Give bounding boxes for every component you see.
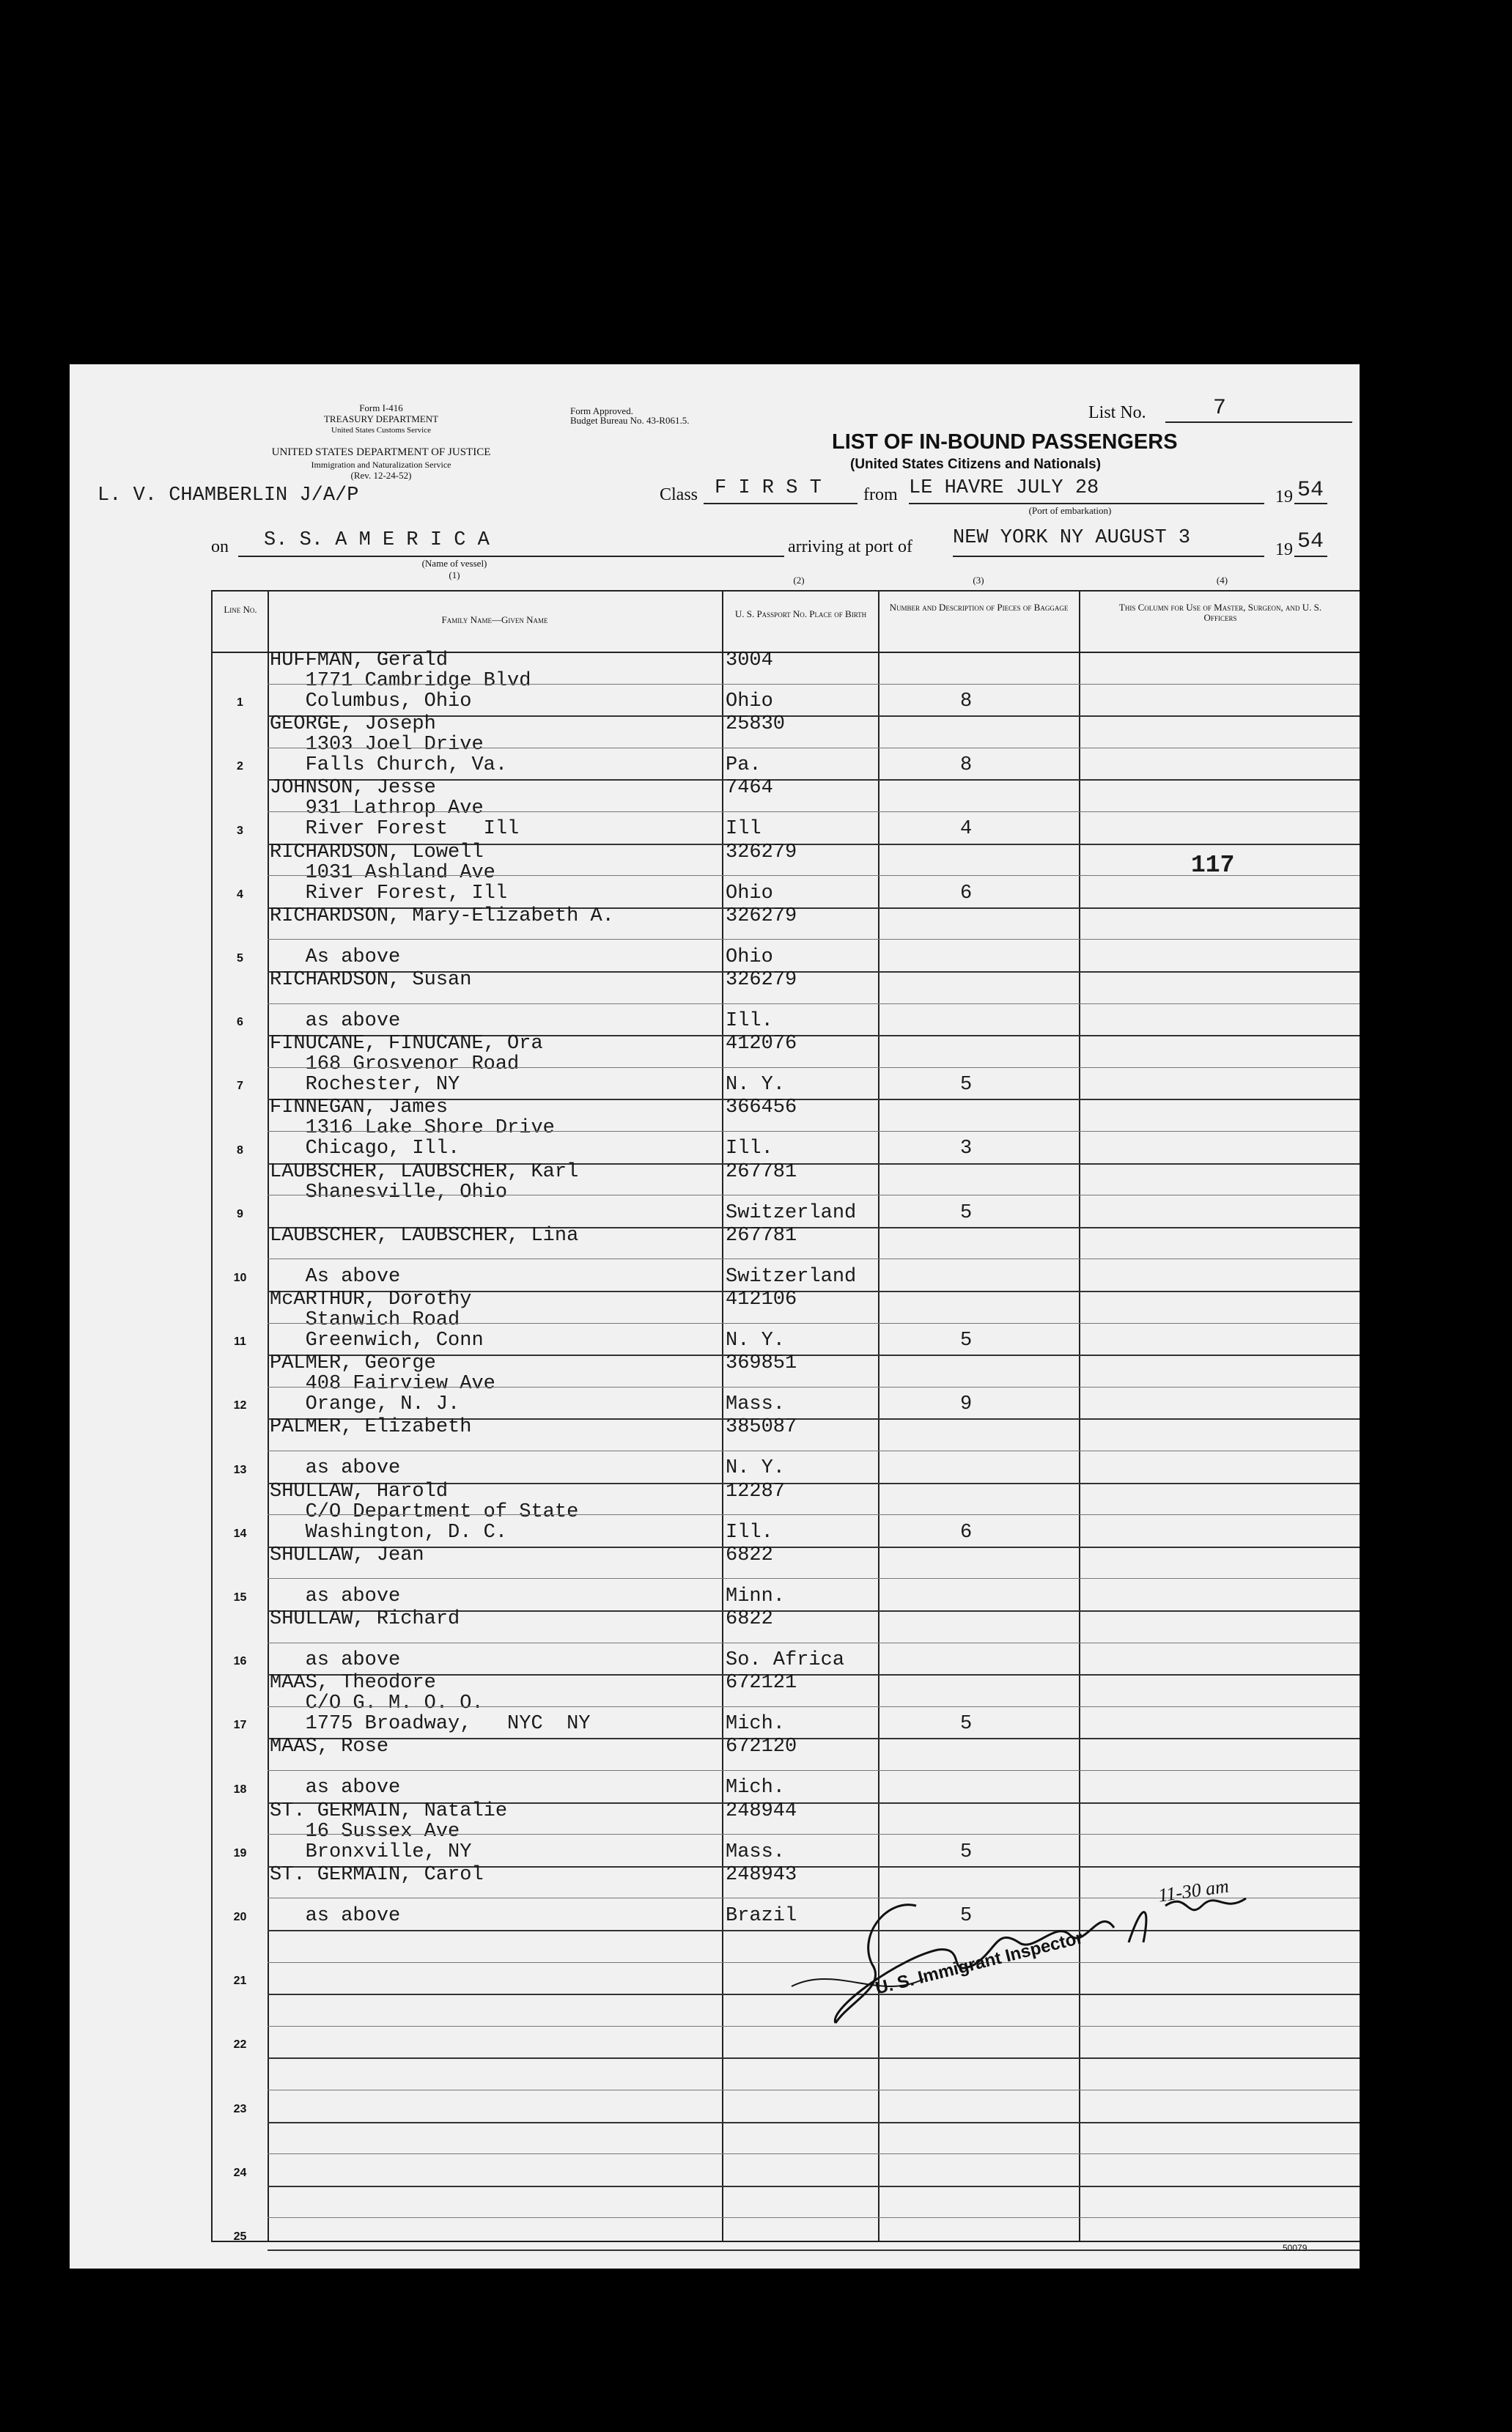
year-2: 54 bbox=[1297, 529, 1324, 554]
line-number: 24 bbox=[233, 2166, 247, 2179]
ins-label: Immigration and Naturalization Service bbox=[311, 460, 451, 470]
col-baggage-number: (3) bbox=[973, 575, 984, 586]
line-number: 5 bbox=[237, 951, 243, 965]
passport-birthplace: 267781 Switzerland bbox=[726, 1224, 857, 1288]
passenger-name: RICHARDSON, Lowell 1031 Ashland Ave River Forest, Ill bbox=[270, 841, 508, 904]
passenger-name: GEORGE, Joseph 1303 Joel Drive Falls Church, Va. bbox=[270, 713, 508, 777]
passenger-name: LAUBSCHER, LAUBSCHER, Karl Shanesville, Ohio bbox=[270, 1160, 579, 1204]
vessel-name: S. S. A M E R I C A bbox=[264, 529, 490, 551]
line-number: 14 bbox=[233, 1527, 247, 1540]
agent-name: L. V. CHAMBERLIN J/A/P bbox=[97, 484, 359, 506]
embarkation-port: LE HAVRE JULY 28 bbox=[909, 477, 1099, 499]
passport-birthplace: 672120 Mich. bbox=[726, 1736, 797, 1799]
class-value: F I R S T bbox=[715, 477, 822, 499]
year-1: 54 bbox=[1297, 478, 1324, 503]
passenger-name: HUFFMAN, Gerald 1771 Cambridge Blvd Columbus, Ohio bbox=[270, 649, 531, 712]
treasury-label: TREASURY DEPARTMENT bbox=[323, 413, 439, 424]
table-row bbox=[213, 1738, 1360, 1802]
on-label: on bbox=[211, 537, 229, 556]
inspector-title: U. S. Immigrant Inspector bbox=[873, 1928, 1085, 1999]
col-passport-header: U. S. Passport No. Place of Birth bbox=[734, 608, 867, 619]
baggage-count: 8 bbox=[960, 690, 973, 712]
passport-birthplace: 326279 Ohio bbox=[726, 904, 797, 968]
table-row bbox=[213, 2057, 1360, 2121]
col-passport-number: (2) bbox=[793, 575, 805, 586]
baggage-count: 4 bbox=[960, 818, 973, 841]
passport-birthplace: 25830 Pa. bbox=[726, 713, 786, 777]
form-subtitle: (United States Citizens and Nationals) bbox=[850, 457, 1102, 472]
arriving-label: arriving at port of bbox=[788, 537, 912, 556]
rev-label: (Rev. 12-24-52) bbox=[350, 470, 412, 481]
line-number: 7 bbox=[237, 1080, 243, 1093]
passenger-name: JOHNSON, Jesse 931 Lathrop Ave River Forest Ill bbox=[270, 777, 520, 841]
passenger-name: PALMER, Elizabeth as above bbox=[270, 1416, 472, 1480]
passenger-name: PALMER, George 408 Fairview Ave Orange, N. J. bbox=[270, 1352, 495, 1416]
table-row bbox=[213, 649, 1360, 715]
vessel-note: (Name of vessel) bbox=[421, 558, 487, 569]
table-row bbox=[213, 779, 1360, 843]
baggage-count: 5 bbox=[960, 1904, 973, 1927]
passenger-name: McARTHUR, Dorothy Stanwich Road Greenwich, Conn bbox=[270, 1289, 484, 1352]
col-baggage-header: Number and Description of Pieces of Baggage bbox=[889, 602, 1069, 613]
passenger-name: SHULLAW, Jean as above bbox=[270, 1544, 424, 1607]
passport-birthplace: 248943 Brazil bbox=[726, 1863, 797, 1927]
line-number: 19 bbox=[233, 1846, 247, 1860]
table-row bbox=[213, 1099, 1360, 1162]
passenger-name: MAAS, Rose as above bbox=[270, 1736, 401, 1799]
table-row bbox=[213, 841, 1360, 907]
passenger-name: LAUBSCHER, LAUBSCHER, Lina As above bbox=[270, 1224, 579, 1288]
col-name-header: Family Name—Given Name bbox=[441, 614, 548, 625]
line-number: 9 bbox=[237, 1207, 243, 1220]
baggage-count: 5 bbox=[960, 1713, 973, 1736]
baggage-count: 6 bbox=[960, 1521, 973, 1544]
line-number: 21 bbox=[233, 1975, 247, 1988]
form-title: LIST OF IN-BOUND PASSENGERS bbox=[832, 430, 1178, 454]
line-number: 16 bbox=[233, 1655, 247, 1668]
passenger-name: FINNEGAN, James 1316 Lake Shore Drive Chicago, Ill. bbox=[270, 1097, 555, 1160]
passport-birthplace: 267781 Switzerland bbox=[726, 1160, 857, 1224]
arrival-port: NEW YORK NY AUGUST 3 bbox=[953, 527, 1191, 549]
passport-birthplace: 7464 Ill bbox=[726, 777, 773, 841]
line-number: 18 bbox=[233, 1783, 247, 1796]
line-number: 15 bbox=[233, 1591, 247, 1604]
passport-birthplace: 412106 N. Y. bbox=[726, 1289, 797, 1352]
table-row bbox=[213, 1352, 1360, 1418]
customs-label: United States Customs Service bbox=[331, 426, 431, 435]
year-prefix-1: 19 bbox=[1275, 487, 1293, 506]
baggage-count: 8 bbox=[960, 754, 973, 777]
passenger-name: FINUCANE, FINUCANE, Ora 168 Grosvenor Road Rochester, NY bbox=[270, 1033, 543, 1097]
line-number: 17 bbox=[233, 1719, 247, 1732]
table-row bbox=[213, 1160, 1360, 1227]
col-officers-header: This Column for Use of Master, Surgeon, and U. S. Officers bbox=[1118, 602, 1322, 623]
table-row bbox=[213, 1544, 1360, 1610]
table-row bbox=[213, 1035, 1360, 1099]
footer-code: 50079 bbox=[1283, 2243, 1308, 2253]
table-row bbox=[213, 1224, 1360, 1291]
table-row bbox=[213, 2186, 1360, 2249]
line-number: 11 bbox=[234, 1335, 246, 1349]
officer-mark: 117 bbox=[1191, 852, 1235, 879]
baggage-count: 5 bbox=[960, 1840, 973, 1863]
line-number: 2 bbox=[237, 760, 243, 773]
line-number: 13 bbox=[233, 1463, 247, 1476]
port-note: (Port of embarkation) bbox=[1028, 505, 1112, 516]
table-row bbox=[213, 2122, 1360, 2186]
baggage-count: 9 bbox=[960, 1393, 973, 1416]
budget-bureau: Budget Bureau No. 43-R061.5. bbox=[570, 415, 690, 426]
table-row bbox=[213, 1674, 1360, 1738]
line-number: 12 bbox=[233, 1399, 247, 1412]
passport-birthplace: 248944 Mass. bbox=[726, 1799, 797, 1863]
passenger-name: ST. GERMAIN, Carol as above bbox=[270, 1863, 484, 1927]
line-number: 20 bbox=[233, 1910, 247, 1923]
passenger-name: ST. GERMAIN, Natalie 16 Sussex Ave Bronxville, NY bbox=[270, 1799, 508, 1863]
line-number: 1 bbox=[237, 696, 243, 710]
table-row bbox=[213, 1480, 1360, 1547]
col-line-no-header: Line No. bbox=[224, 604, 257, 615]
passenger-name: RICHARDSON, Mary-Elizabeth A. As above bbox=[270, 904, 614, 968]
from-label: from bbox=[863, 485, 898, 504]
passport-birthplace: 3004 Ohio bbox=[726, 649, 773, 712]
passenger-name: SHULLAW, Richard as above bbox=[270, 1608, 460, 1671]
col-officers-number: (4) bbox=[1216, 575, 1228, 586]
passport-birthplace: 369851 Mass. bbox=[726, 1352, 797, 1416]
line-number: 22 bbox=[233, 2038, 247, 2052]
line-number: 4 bbox=[237, 888, 243, 901]
passport-birthplace: 385087 N. Y. bbox=[726, 1416, 797, 1480]
passport-birthplace: 6822 Minn. bbox=[726, 1544, 786, 1607]
table-row bbox=[213, 1610, 1360, 1674]
table-row bbox=[213, 715, 1360, 779]
table-row bbox=[213, 904, 1360, 971]
list-no-label: List No. bbox=[1088, 403, 1146, 422]
passport-birthplace: 672121 Mich. bbox=[726, 1672, 797, 1736]
table-row bbox=[213, 1291, 1360, 1355]
baggage-count: 6 bbox=[960, 882, 973, 904]
line-number: 6 bbox=[237, 1016, 243, 1029]
class-label: Class bbox=[660, 485, 698, 504]
line-number: 3 bbox=[237, 824, 243, 837]
table-row bbox=[213, 971, 1360, 1035]
passport-birthplace: 326279 Ohio bbox=[726, 841, 797, 904]
line-number: 8 bbox=[237, 1143, 243, 1157]
signature-time: 11-30 am bbox=[1157, 1875, 1231, 1906]
line-number: 23 bbox=[233, 2102, 247, 2115]
passport-birthplace: 412076 N. Y. bbox=[726, 1033, 797, 1097]
column-1-number: (1) bbox=[449, 570, 460, 581]
line-number: 25 bbox=[233, 2230, 247, 2243]
form-number: Form I-416 bbox=[359, 402, 403, 413]
justice-label: UNITED STATES DEPARTMENT OF JUSTICE bbox=[271, 446, 491, 458]
passport-birthplace: 12287 Ill. bbox=[726, 1480, 786, 1544]
table-row bbox=[213, 1418, 1360, 1482]
baggage-count: 5 bbox=[960, 1201, 973, 1224]
table-row bbox=[213, 1799, 1360, 1866]
line-number: 10 bbox=[233, 1271, 247, 1284]
passenger-name: SHULLAW, Harold C/O Department of State Washington, D. C. bbox=[270, 1480, 579, 1544]
baggage-count: 3 bbox=[960, 1138, 973, 1160]
baggage-count: 5 bbox=[960, 1330, 973, 1352]
form-approved: Form Approved. bbox=[570, 405, 633, 416]
year-prefix-2: 19 bbox=[1275, 540, 1293, 559]
passport-birthplace: 366456 Ill. bbox=[726, 1097, 797, 1160]
passenger-name: RICHARDSON, Susan as above bbox=[270, 969, 472, 1032]
passport-birthplace: 326279 Ill. bbox=[726, 969, 797, 1032]
baggage-count: 5 bbox=[960, 1074, 973, 1097]
list-number: 7 bbox=[1213, 396, 1227, 421]
passport-birthplace: 6822 So. Africa bbox=[726, 1608, 845, 1671]
passenger-name: MAAS, Theodore C/O G. M. O. O. 1775 Broadway, NYC NY bbox=[270, 1672, 591, 1736]
